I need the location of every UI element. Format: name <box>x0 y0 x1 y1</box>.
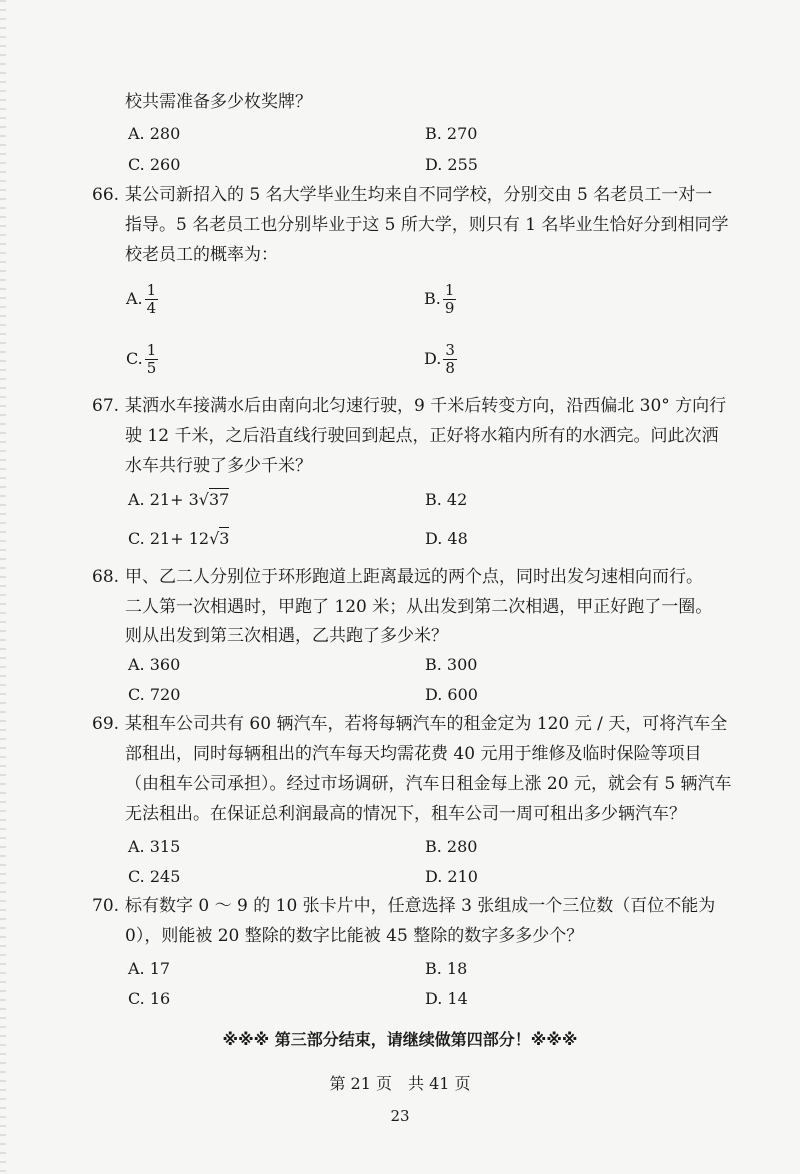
q66-stem-line-2: 指导。5 名老员工也分别毕业于这 5 所大学，则只有 1 名毕业生恰好分到相同学 <box>125 215 729 235</box>
q66-option-a <box>126 282 158 317</box>
q66-option-c-numerator: 1 <box>146 341 157 359</box>
q69-stem-line-3: （由租车公司承担）。经过市场调研，汽车日租金每上涨 20 元，就会有 5 辆汽车 <box>125 774 732 794</box>
q67-option-b: B. 42 <box>425 490 468 509</box>
q66-option-c-denominator: 5 <box>146 359 157 377</box>
q67-option-c-prefix: C. 21+ 12 <box>128 529 210 548</box>
scan-edge-artifact <box>0 0 6 1174</box>
q68-option-a: A. 360 <box>128 655 181 674</box>
q70-number: 70. <box>92 896 120 916</box>
q66-option-b-fraction <box>443 282 457 317</box>
q70-stem-line-1: 标有数字 0 ～ 9 的 10 张卡片中，任意选择 3 张组成一个三位数（百位不能为 <box>125 896 716 916</box>
q68-stem-line-2: 二人第一次相遇时，甲跑了 120 米；从出发到第二次相遇，甲正好跑了一圈。 <box>125 597 713 617</box>
q68-option-d: D. 600 <box>425 685 478 704</box>
q70-stem-line-2: 0），则能被 20 整除的数字比能被 45 整除的数字多多少个？ <box>125 926 584 946</box>
q66-option-c-fraction <box>145 342 159 377</box>
q68-number: 68. <box>92 567 120 587</box>
q66-option-b-numerator: 1 <box>444 281 455 299</box>
sqrt-icon: √ <box>209 529 220 548</box>
q69-option-a: A. 315 <box>128 837 181 856</box>
section-end-notice: ※※※ 第三部分结束，请继续做第四部分！※※※ <box>222 1030 578 1049</box>
q67-option-c-radicand: 3 <box>219 529 230 548</box>
q67-option-a-radicand: 37 <box>208 490 230 509</box>
q67-stem-line-2: 驶 12 千米，之后沿直线行驶回到起点，正好将水箱内所有的水洒完。问此次洒 <box>125 426 719 446</box>
q66-option-a-label: A. <box>126 289 143 308</box>
q66-option-d-numerator: 3 <box>445 341 455 359</box>
page-info: 第 21 页 共 41 页 <box>329 1074 471 1093</box>
q67-option-a <box>128 489 229 511</box>
q67-number: 67. <box>92 396 120 416</box>
q66-option-c <box>126 342 158 377</box>
q66-option-b-label: B. <box>424 289 441 308</box>
q66-option-b <box>424 282 456 317</box>
q68-option-b: B. 300 <box>425 655 478 674</box>
q65-option-d: D. 255 <box>425 155 478 174</box>
q67-stem-line-1: 某洒水车接满水后由南向北匀速行驶，9 千米后转变方向，沿西偏北 30° 方向行 <box>125 396 727 416</box>
q66-option-d-fraction <box>443 342 457 377</box>
q69-option-d: D. 210 <box>425 867 478 886</box>
q65-option-a: A. 280 <box>128 124 181 143</box>
page-number: 23 <box>390 1107 410 1125</box>
q66-option-a-fraction <box>145 282 159 317</box>
q66-stem-line-1: 某公司新招入的 5 名大学毕业生均来自不同学校，分别交由 5 名老员工一对一 <box>125 185 713 205</box>
q70-option-b: B. 18 <box>425 959 468 978</box>
sqrt-icon: √ <box>198 490 209 509</box>
q66-option-a-denominator: 4 <box>146 299 157 317</box>
q66-option-d-denominator: 8 <box>445 359 455 377</box>
q66-number: 66. <box>92 185 120 205</box>
q67-option-a-prefix: A. 21+ 3 <box>128 490 199 509</box>
q68-stem-line-1: 甲、乙二人分别位于环形跑道上距离最远的两个点，同时出发匀速相向而行。 <box>125 567 703 587</box>
q68-option-c: C. 720 <box>128 685 181 704</box>
q65-option-c: C. 260 <box>128 155 181 174</box>
q66-option-d <box>424 342 457 377</box>
q70-option-d: D. 14 <box>425 989 468 1008</box>
q69-option-b: B. 280 <box>425 837 478 856</box>
q66-stem-line-3: 校老员工的概率为： <box>125 245 278 265</box>
q67-option-d: D. 48 <box>425 529 468 548</box>
q67-stem-line-3: 水车共行驶了多少千米？ <box>125 456 312 476</box>
q69-option-c: C. 245 <box>128 867 181 886</box>
q68-stem-line-3: 则从出发到第三次相遇，乙共跑了多少米？ <box>125 626 448 646</box>
q66-option-d-label: D. <box>424 349 442 368</box>
q67-option-c <box>128 528 229 550</box>
q66-option-c-label: C. <box>126 349 143 368</box>
q69-stem-line-1: 某租车公司共有 60 辆汽车，若将每辆汽车的租金定为 120 元 / 天，可将汽车全 <box>125 714 728 734</box>
q69-stem-line-2: 部租出，同时每辆租出的汽车每天均需花费 40 元用于维修及临时保险等项目 <box>125 744 702 764</box>
q70-option-c: C. 16 <box>128 989 171 1008</box>
q65-option-b: B. 270 <box>425 124 478 143</box>
q69-number: 69. <box>92 714 120 734</box>
q70-option-a: A. 17 <box>128 959 171 978</box>
q66-option-b-denominator: 9 <box>444 299 455 317</box>
q65-stem-tail: 校共需准备多少枚奖牌？ <box>125 92 312 112</box>
q69-stem-line-4: 无法租出。在保证总利润最高的情况下，租车公司一周可租出多少辆汽车？ <box>125 804 686 824</box>
q66-option-a-numerator: 1 <box>146 281 157 299</box>
